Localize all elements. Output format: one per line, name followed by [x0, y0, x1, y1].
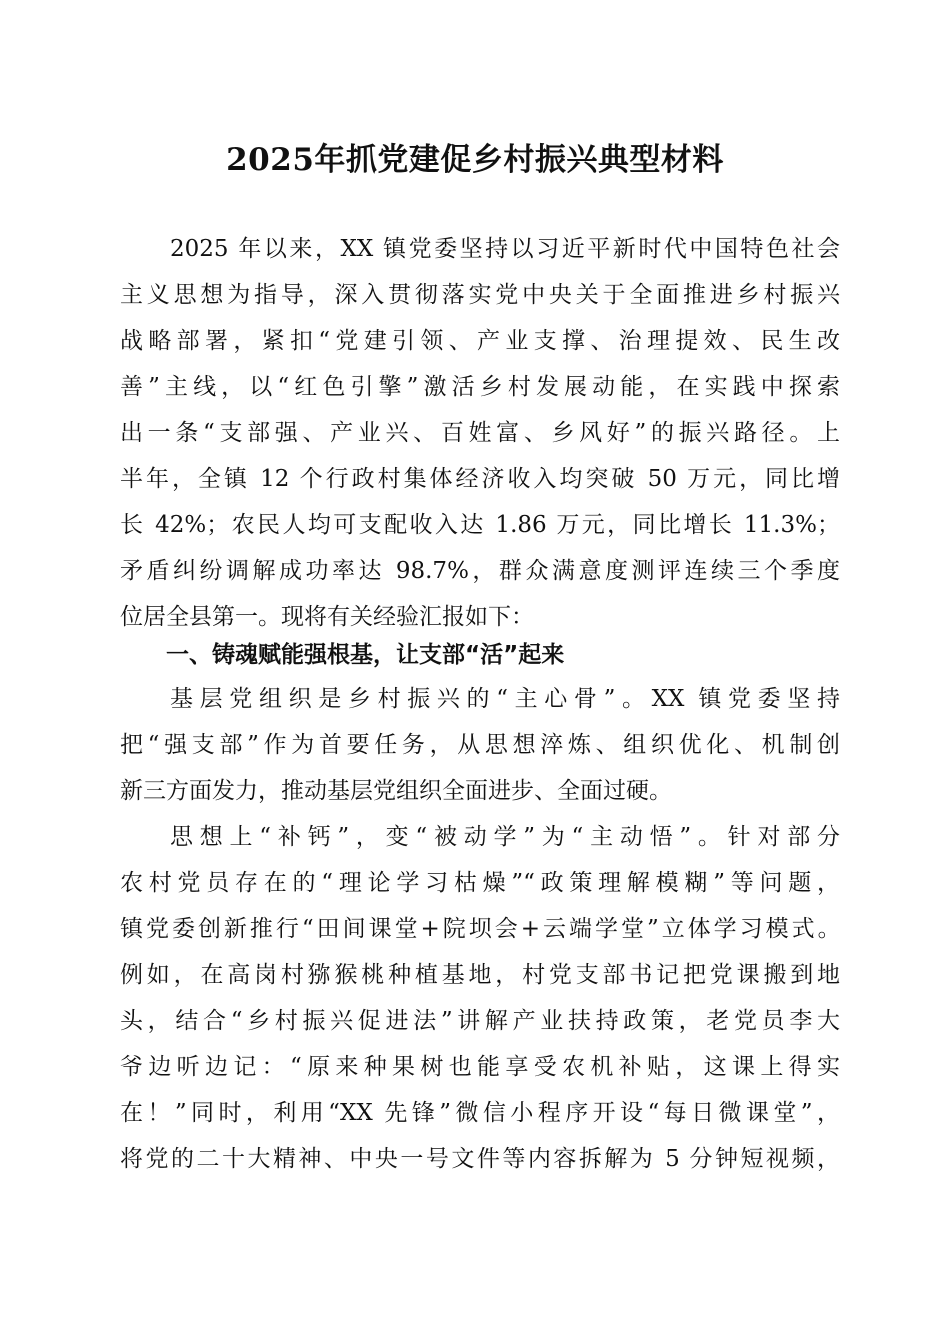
- paragraph-1-line-8: 矛盾纠纷调解成功率达 98.7%，群众满意度测评连续三个季度: [120, 558, 840, 584]
- paragraph-2-line-3: 新三方面发力，推动基层党组织全面进步、全面过硬。: [120, 778, 672, 804]
- paragraph-1-line-1: 2025 年以来，XX 镇党委坚持以习近平新时代中国特色社会: [170, 236, 840, 262]
- paragraph-1-line-2: 主义思想为指导，深入贯彻落实党中央关于全面推进乡村振兴: [120, 282, 840, 308]
- paragraph-3-line-6: 爷边听边记：“原来种果树也能享受农机补贴，这课上得实: [120, 1054, 840, 1080]
- paragraph-3-line-4: 例如，在高岗村猕猴桃种植基地，村党支部书记把党课搬到地: [120, 962, 840, 988]
- paragraph-3-line-3: 镇党委创新推行“田间课堂+院坝会+云端学堂”立体学习模式。: [120, 916, 840, 942]
- paragraph-1-line-5: 出一条“支部强、产业兴、百姓富、乡风好”的振兴路径。上: [120, 420, 840, 446]
- paragraph-3-line-7: 在！”同时，利用“XX 先锋”微信小程序开设“每日微课堂”，: [120, 1100, 840, 1126]
- paragraph-3-line-2: 农村党员存在的“理论学习枯燥”“政策理解模糊”等问题，: [120, 870, 840, 896]
- paragraph-1-line-9: 位居全县第一。现将有关经验汇报如下：: [120, 604, 534, 630]
- paragraph-1-line-4: 善”主线，以“红色引擎”激活乡村发展动能，在实践中探索: [120, 374, 840, 400]
- section-1-heading: 一、铸魂赋能强根基，让支部“活”起来: [166, 642, 565, 668]
- paragraph-3-line-8: 将党的二十大精神、中央一号文件等内容拆解为 5 分钟短视频，: [120, 1146, 840, 1172]
- paragraph-3-line-5: 头，结合“乡村振兴促进法”讲解产业扶持政策，老党员李大: [120, 1008, 840, 1034]
- paragraph-1-line-6: 半年，全镇 12 个行政村集体经济收入均突破 50 万元，同比增: [120, 466, 840, 492]
- paragraph-2-line-2: 把“强支部”作为首要任务，从思想淬炼、组织优化、机制创: [120, 732, 840, 758]
- document-title: 2025年抓党建促乡村振兴典型材料: [226, 142, 724, 178]
- paragraph-1-line-7: 长 42%；农民人均可支配收入达 1.86 万元，同比增长 11.3%；: [120, 512, 840, 538]
- paragraph-1-line-3: 战略部署，紧扣“党建引领、产业支撑、治理提效、民生改: [120, 328, 840, 354]
- paragraph-2-line-1: 基层党组织是乡村振兴的“主心骨”。XX 镇党委坚持: [170, 686, 840, 712]
- paragraph-3-line-1: 思想上“补钙”，变“被动学”为“主动悟”。针对部分: [170, 824, 840, 850]
